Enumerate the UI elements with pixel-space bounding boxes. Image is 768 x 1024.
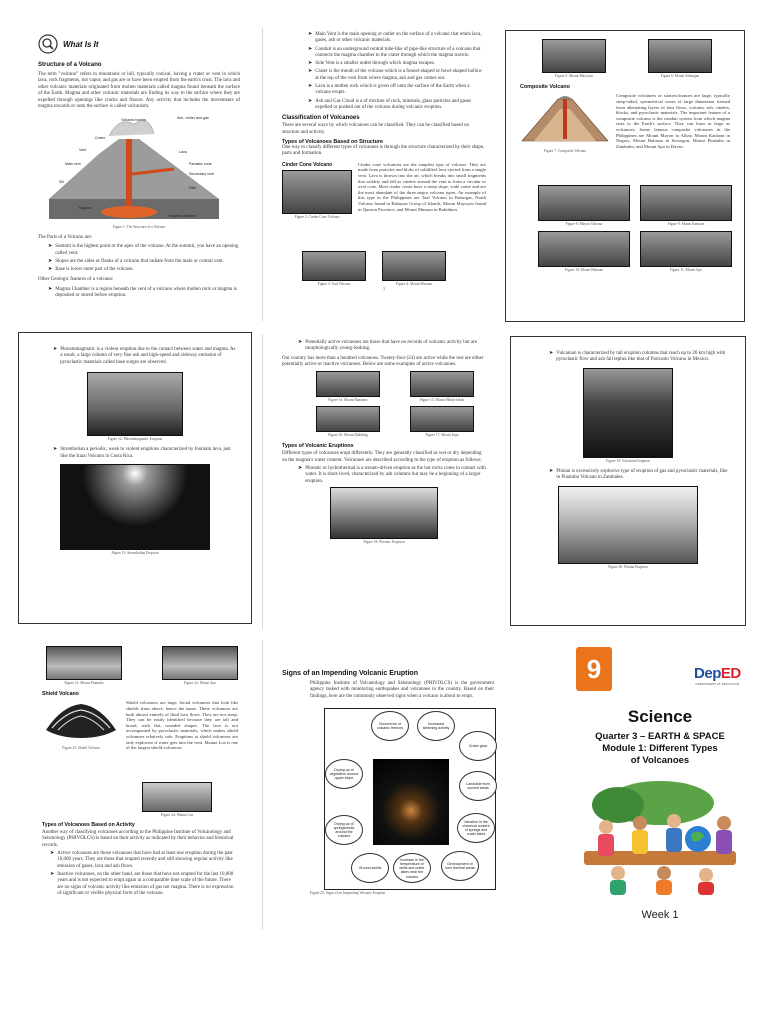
grade-number: 9	[586, 653, 602, 684]
section-title: Types of Volcanoes Based on Activity	[42, 821, 135, 828]
figure-caption: Figure 6: Mount Sabangan	[660, 74, 700, 78]
makiling-photo	[316, 406, 380, 432]
figure-caption: Figure 2: Cinder Cone Volcano	[294, 214, 340, 219]
composite-title: Composite Volcano	[520, 84, 570, 91]
section-text: Different types of volcanoes erupt differently. They are generally classified as wet or dry depending on the magma's water content. Volcanoes are described according to the type of eruption as follows:	[282, 451, 482, 463]
hibok-hibok-photo	[410, 371, 474, 397]
deped-subtext: DEPARTMENT OF EDUCATION	[695, 682, 740, 686]
cinder-cone-photo	[282, 170, 352, 214]
page-shield-volcano	[20, 640, 260, 932]
deped-logo	[694, 665, 741, 686]
diagram-label: Magma	[79, 206, 91, 211]
magnifier-icon	[38, 34, 58, 54]
module-line: Module 1: Different Types	[602, 743, 718, 754]
shield-title: Shield Volcano	[42, 691, 79, 698]
diagram-label: Dike	[189, 186, 197, 191]
section-title: Classification of Volcanoes	[282, 115, 360, 122]
figure-caption: Figure 13: Strombolian Eruption	[111, 550, 159, 555]
diagram-label: Parasitic cone	[189, 162, 212, 167]
figure-caption: Figure 23: Shield Volcano	[62, 746, 100, 751]
figure-caption: Figure 21: Mount Pinatubo	[64, 681, 104, 685]
intro-paragraph: Our country has more than a hundred volcanoes. Twenty-four (24) are active while the rest are either potentially active or inactive volcanoes. Below are some examples of active volcanoes.	[282, 355, 484, 367]
divider	[262, 28, 263, 321]
composite-volcano-diagram	[520, 93, 610, 143]
mayoyao-photo	[542, 39, 606, 73]
list-item: ➤ Magma Chamber is a region beneath the vent of a volcano where molten rock or magma is deposited or stored before eruption.	[48, 287, 240, 300]
strombolian-photo	[60, 464, 210, 550]
kanlaon-photo	[640, 185, 732, 221]
grade-badge	[576, 647, 612, 691]
intro-paragraph: Philippine Institute of Volcanology and Seismology (PHIVOLCS) is the government agency tasked with monitoring earthquakes and volcanoes in the country. Based on their findings, here are the commonly observed signs when a volcano is about to erupt.	[310, 681, 494, 699]
list-item: ➤ Ash and Gas Cloud is a of mixture of rock, minerals, glass particles and gases expelled or pushed out of the volcano during volcanic eruption.	[308, 99, 486, 112]
figure-caption: Figure 15: Mount Hibok-hibok	[419, 398, 465, 403]
list-item: ➤ Active volcanoes are those volcanoes that have had at least one eruption during the past 10,000 years. They are those that erupted recently and still showing regular activity like emission of gases, lava and ash flows.	[50, 851, 238, 870]
page-number: 3	[383, 287, 385, 292]
plinian-photo	[558, 486, 698, 564]
list-item: ➤ Conduit is an underground central tube-like of pipe-like structure of a volcano that connects the magma chamber to the crater through which the magma travels.	[308, 47, 486, 60]
page-title: Signs of an Impending Volcanic Eruption	[282, 670, 418, 677]
topic-line: of Volcanoes	[630, 755, 690, 766]
list-item: ➤ Potentially active volcanoes are those that have no records of volcanic activity but are morphologically young-looking.	[298, 340, 486, 353]
erupting-volcano-photo	[373, 759, 449, 845]
cinder-cone-title: Cinder Cone Volcano	[282, 161, 333, 168]
quarter-line: Quarter 3 – EARTH & SPACE	[595, 731, 725, 742]
page-composite-volcano	[505, 30, 745, 322]
section-header: What Is It	[63, 39, 99, 49]
page-structure-of-volcano	[20, 28, 258, 324]
figure-caption: Figure 19: Vulcanian Eruption	[606, 458, 650, 463]
mauna-loa-photo	[142, 782, 212, 812]
list-item: ➤ Phreatomagmatic is a violent eruption due to the contact between water and magma. As a result, a large column of very fine ash and high-speed and sideway emission of pyroclastic materials called base surges are observed.	[53, 347, 237, 366]
figure-caption: Figure 7: Composite Volcano	[543, 149, 587, 154]
subject-title: Science	[627, 707, 693, 726]
diagram-label: Sill	[59, 180, 64, 185]
sign-bubble: Landslide from summit areas	[459, 771, 497, 801]
list-item: ➤ Slopes are the sides or flanks of a volcano that radiate from the main or central vent.	[48, 259, 240, 265]
sign-bubble: Drying up of springs/wells around the volcano	[325, 815, 363, 845]
pinatubo-photo	[46, 646, 122, 680]
list-item: ➤ Strombolian a periodic, weak to violent eruptions characterized by fountain lava, just like the Irazu Volcano in Costa Rica.	[53, 447, 237, 460]
figure-caption: Figure 10: Mount Bulusan	[564, 267, 604, 272]
sign-bubble: Drying up of vegetation around upper slope	[325, 759, 363, 789]
list-item: ➤ Plinian is excessively explosive type of eruption of gas and pyroclastic materials, like in Pinatubo Volcano in Zambales.	[549, 469, 731, 482]
figure-caption: Figure 4: Mount Musuan	[395, 281, 433, 286]
sign-bubble: Occurrence of volcanic tremors	[371, 711, 409, 741]
module-cover	[570, 647, 750, 933]
banahaw-photo	[316, 371, 380, 397]
figure-caption: Figure 12: Phreatomagmatic Eruption	[107, 436, 163, 441]
shield-volcano-diagram	[42, 700, 120, 740]
list-item: ➤ Vulcanian is characterized by tall eruption columns that reach up to 20 km high with pyroclastic flow and ash fall tephra like that of Paricutin Volcano in Mexico.	[549, 351, 731, 364]
volcano-structure-diagram	[39, 114, 239, 224]
diagram-label: Main vent	[65, 162, 81, 167]
figure-caption: Figure 20: Plinian Eruption	[608, 564, 648, 569]
diagram-label: Magma chamber	[169, 214, 196, 219]
module-title	[570, 731, 750, 767]
page-signs-of-eruption	[270, 656, 506, 928]
cinder-cone-text: Cinder cone volcanoes are the simplest type of volcano. They are made from particles and blobs of solidified lava ejected from a single vent. Lava is thrown into the air, which breaks into small fragments that solidify and fall as cinders around the vent to form a circular or oval cone. Most cinder cones have a steep slope, wide crater and are the most abundant of the three major volcano types. An example of this type in the Philippines are Taal Volcano in Batangas, North Volcano found in Babuyan Group of Islands, Mount Mayoyao found in Quezon Province, and Mount Musuan in Bukidnon.	[358, 161, 486, 212]
list-item: ➤ Phreatic or hydrothermal is a stream-driven eruption as the hot rocks come in contact with water. It is short-lived, characterized by ash columns but may be a beginning of a larger eruption.	[298, 466, 486, 485]
diagram-label: Lava	[179, 150, 187, 155]
week-label: Week 1	[641, 909, 679, 921]
figure-caption: Figure 11: Mount Apo	[669, 267, 703, 272]
musuan-photo	[382, 251, 446, 281]
sign-bubble: Crater glow	[459, 731, 497, 761]
list-item: ➤ Base is lower outer part of the volcano.	[48, 267, 240, 273]
diagram-label: Ash, cinder and gas	[177, 116, 209, 121]
vulcanian-photo	[583, 368, 673, 458]
figure-caption: Figure 25: Signs of an Impending Volcanic Eruption	[310, 891, 386, 896]
sabangan-photo	[648, 39, 712, 73]
subsection-text: One way to classify different types of volcanoes is through the structure characterized by their shape, parts and formation.	[282, 145, 485, 157]
sign-bubble: Increase in the temperature of wells and crater lakes near the volcano	[393, 853, 431, 883]
section-text: Another way of classifying volcanoes according to the Philippine Institute of Volcanology and Seismology (PHIVOLCS) is based on their activity as indicated by their behavior and historical records.	[42, 829, 234, 848]
bulusan-photo	[538, 231, 630, 267]
figure-caption: Figure 14: Mount Banahaw	[328, 398, 368, 403]
mayon-photo	[538, 185, 630, 221]
sign-bubble: Ground swells	[351, 853, 389, 883]
diagram-label: Vent	[79, 148, 87, 153]
figure-caption: Figure 16: Mount Makiling	[328, 432, 368, 437]
list-item: ➤ Side Vent is a smaller outlet through which magma escapes.	[308, 61, 486, 67]
shield-text: Shield volcanoes are large, broad volcanoes that look like shields from above, hence the name. These volcanoes are built almost entirely of fluid lava flows. They are not steep. They can be easily identified because they are tall and broad, with flat, rounded shapes. The lava is not accompanied by pyroclastic materials, which makes shield volcanoes relatively safe. Eruptions at shield volcanoes are only explosive if water gets into the vent. Mauna Loa is one of the largest shield volcanoes.	[126, 700, 238, 751]
iriga-photo	[410, 406, 474, 432]
composite-text: Composite volcanoes or stratovolcanoes are large, typically steep-sided, symmetrical cones of large dimension formed from alternating layers of lava flows, volcanic ash, cinders, blocks, and pyroclastic materials. The important feature of a composite volcano is the conduit system from which magma rises to the Earth's surface. They can form as large as volcanoes. Some famous composite volcanoes in the Philippines are Mount Mayon in Albay, Mount Kanlaon in Negros, Mount Bulusan in Sorsogon, Mount Pinatubo in Zambales, and Mount Apo in Davao.	[616, 93, 730, 149]
list-item: ➤ Lava is a molten rock which is given off onto the surface of the Earth when a volcano erupts.	[308, 84, 486, 97]
phreatomagmatic-photo	[87, 372, 183, 436]
list-item: ➤ Crater is the mouth of the volcano which is a funnel-shaped or bowl-shaped hollow at the top of the vent from where magma, ash and gas comes out.	[308, 69, 486, 82]
diagram-label: Crater	[95, 136, 105, 141]
page-classification	[268, 28, 500, 324]
figure-caption: Figure 17: Mount Iriga	[425, 432, 459, 437]
figure-caption: Figure 9: Mount Kanlaon	[667, 222, 705, 227]
section-intro: There are several ways by which volcanoes can be classified. They can be classified based on structure and activity.	[282, 123, 470, 135]
figure-caption: Figure 24: Mauna Loa	[160, 813, 194, 818]
apo-photo	[640, 231, 732, 267]
page-eruption-types-2	[510, 336, 746, 626]
taal-volcano-photo	[302, 251, 366, 281]
figure-caption: Figure 18: Phreatic Eruption	[363, 539, 405, 544]
diagram-label: Secondary vent	[189, 172, 214, 177]
intro-paragraph: The term "volcano" refers to mountains or hill, typically conical, having a crater or vent in which lava, rock fragments, hot vapor, and gas are or have been erupted from the earth's crust. The lava and other volcanic materials originated from molten materials called magma found beneath the surface of the Earth. Magma and other volcanic materials are finding its way to the surface where they are expelled through openings like cracks and fissure. Any activity that includes the movements of magma towards or onto the surface is called volcanism.	[38, 72, 240, 110]
figure-caption: Figure 8: Mayon Volcano	[565, 222, 603, 227]
section-title: Structure of a Volcano	[38, 62, 102, 68]
students-illustration	[578, 777, 742, 895]
other-intro: Other Geologic features of a volcano:	[38, 277, 114, 283]
divider	[262, 640, 263, 930]
sign-bubble: Development of new thermal areas	[441, 851, 479, 881]
signs-diagram	[324, 708, 496, 890]
figure-caption: Figure 5: Mount Mayoyao	[554, 74, 594, 78]
page-active-volcanoes	[268, 334, 500, 628]
deped-wordmark: DepED	[694, 665, 741, 682]
what-is-it-header	[38, 34, 240, 54]
volcano-cross-section-image	[39, 114, 239, 224]
subsection-title: Types of Volcanoes Based on Structure	[282, 139, 384, 146]
phreatic-eruption-photo	[330, 487, 438, 539]
parts-intro: The Parts of a Volcano are:	[38, 234, 93, 240]
sign-bubble: Variation in the chemical content of springs and crater lakes	[457, 813, 495, 843]
diagram-label: Volcanic bombs	[121, 118, 147, 123]
divider	[262, 334, 263, 629]
page-eruption-types-1	[18, 332, 252, 624]
list-item: ➤ Summit is the highest point or the apex of the volcano. At the summit, you have an opening called vent.	[48, 244, 240, 257]
section-title: Types of Volcanic Eruptions	[282, 443, 354, 450]
list-item: ➤ Main Vent is the main opening or outlet on the surface of a volcano that emits lava, gases, ash or other volcanic materials.	[308, 32, 486, 45]
figure-caption: Figure 22: Mount Apo	[183, 681, 217, 685]
figure-caption: Figure 3: Taal Volcano	[317, 281, 351, 286]
apo-photo	[162, 646, 238, 680]
list-item: ➤ Inactive volcanoes, on the other hand, are those that have not erupted for the last 10,000 years and is not expected to erupt again in a comparable time scale of the future. There are no signs of volcanic activity like emission of gas nor magma. There is no expression of significant or visible physical form of the volcano.	[50, 872, 238, 897]
sign-bubble: Increased steaming activity	[417, 711, 455, 741]
figure-caption: Figure 1: The Structure of a Volcano	[112, 225, 166, 230]
